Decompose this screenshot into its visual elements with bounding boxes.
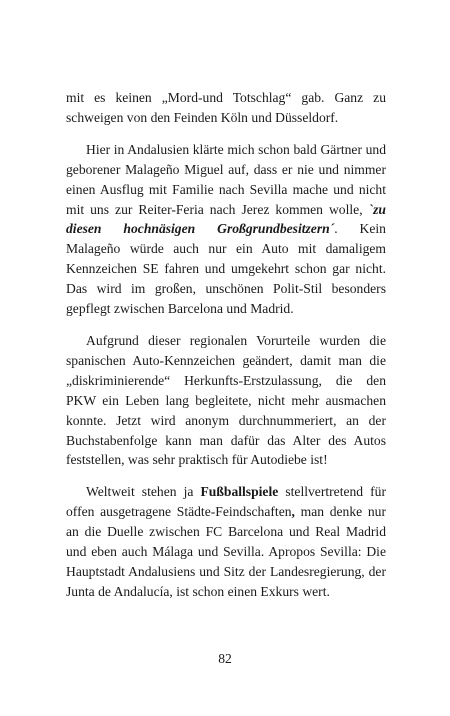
page-number: 82 [218, 651, 232, 666]
text-segment: . Kein Malageño würde auch nur ein Auto mit damaligem Kennzeichen SE fahren und umgekehrt schon gar nicht. Das wird im großen, unschönen Polit-Stil besonders gepflegt zwischen Barcelona und Madrid. [66, 221, 386, 317]
paragraph-continuation [66, 88, 386, 128]
text-segment: Aufgrund dieser regionalen Vorurteile wurden die spanischen Auto-Kennzeichen geändert, damit man die „diskriminierende“ Herkunfts-Erstzulassung, die den PKW ein Leben lang begleitete, nicht mehr ausmachen konnte. Jetzt wird anonym durchnummeriert, an der Buchstabenfolge kann man dafür das Alter des Autos feststellen, was sehr praktisch für Autodiebe ist! [66, 332, 386, 468]
bold-comma: , [291, 504, 295, 520]
page-body [66, 88, 386, 602]
text-segment: Hier in Andalusien klärte mich schon bald Gärtner und geborener Malageño Miguel auf, dass er nie und nimmer einen Ausflug mit Familie nach Sevilla mache und nicht mit uns zur Reiter-Feria nach Jerez kommen wolle, [66, 141, 386, 217]
paragraph-kennzeichen [66, 331, 386, 470]
bold-term: Fußballspiele [200, 484, 279, 500]
text-segment: Weltweit stehen ja [86, 484, 201, 500]
text-segment: mit es keinen „Mord-und Totschlag“ gab. Ganz zu schweigen von den Feinden Köln und Düsseldorf. [66, 90, 386, 125]
emphasized-quote: `zu diesen hochnäsigen Großgrundbesitzern´ [66, 201, 386, 237]
paragraph-fussball [66, 482, 386, 601]
paragraph-andalusien [66, 140, 386, 319]
text-segment: stellvertretend für offen ausgetragene Städte-Feindschaften [66, 484, 387, 520]
text-segment: man denke nur an die Duelle zwischen FC Barcelona und Real Madrid und eben auch Málaga und Sevilla. Apropos Sevilla: Die Hauptstadt Andalusiens und Sitz der Landesregierung, der Junta de Andalucía, ist schon einen Exkurs wert. [66, 504, 386, 599]
